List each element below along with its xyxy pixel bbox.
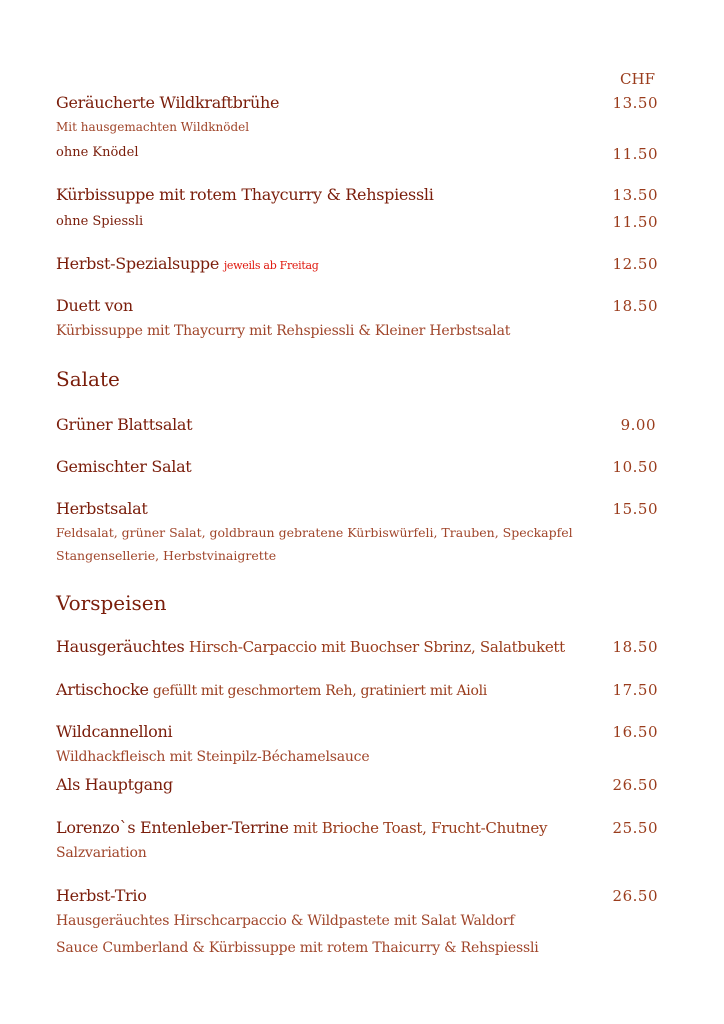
dish-name: Artischocke	[56, 680, 149, 699]
section-heading-salate: Salate	[56, 367, 120, 391]
dish-price: 18.50	[612, 638, 658, 656]
dish-price: 9.00	[620, 416, 656, 434]
dish-name: Herbstsalat	[56, 499, 148, 518]
dish-price: 12.50	[612, 255, 658, 273]
dish-price: 18.50	[612, 297, 658, 315]
dish-description: Mit hausgemachten Wildknödel	[56, 120, 250, 134]
dish-line	[56, 680, 487, 699]
dish-description: Salzvariation	[56, 845, 147, 861]
dish-details: mit Brioche Toast, Frucht-Chutney	[288, 819, 548, 837]
dish-name: Geräucherte Wildkraftbrühe	[56, 93, 280, 112]
dish-price: 13.50	[612, 94, 658, 112]
dish-description: Feldsalat, grüner Salat, goldbraun gebratene Kürbiswürfeli, Trauben, Speckapfel	[56, 525, 573, 540]
dish-price: 13.50	[612, 186, 658, 204]
currency-label: CHF	[620, 70, 655, 88]
dish-name: Herbst-Spezialsuppe	[56, 254, 220, 273]
dish-name-with-note	[56, 254, 318, 273]
dish-name: Hausgeräuchtes	[56, 637, 185, 656]
dish-price: 26.50	[612, 887, 658, 905]
dish-name: Duett von	[56, 296, 133, 315]
dish-line	[56, 637, 565, 656]
dish-name: Grüner Blattsalat	[56, 415, 193, 434]
dish-details: Hirsch-Carpaccio mit Buochser Sbrinz, Salatbukett	[184, 638, 565, 656]
dish-name: Lorenzo`s Entenleber-Terrine	[56, 818, 289, 837]
dish-line	[56, 818, 547, 837]
dish-variant: ohne Knödel	[56, 145, 139, 160]
dish-name: Herbst-Trio	[56, 886, 147, 905]
dish-name: Gemischter Salat	[56, 457, 192, 476]
dish-price: 26.50	[612, 776, 658, 794]
dish-name: Kürbissuppe mit rotem Thaycurry & Rehspiessli	[56, 185, 434, 204]
dish-variant: ohne Spiessli	[56, 214, 144, 229]
dish-price: 11.50	[612, 213, 658, 231]
availability-note: jeweils ab Freitag	[223, 259, 319, 272]
dish-price: 25.50	[612, 819, 658, 837]
dish-description: Hausgeräuchtes Hirschcarpaccio & Wildpastete mit Salat Waldorf	[56, 913, 515, 929]
dish-description: Stangensellerie, Herbstvinaigrette	[56, 548, 277, 563]
dish-price: 17.50	[612, 681, 658, 699]
dish-description: Sauce Cumberland & Kürbissuppe mit rotem Thaicurry & Rehspiessli	[56, 940, 539, 956]
dish-price: 10.50	[612, 458, 658, 476]
section-heading-vorspeisen: Vorspeisen	[56, 591, 167, 615]
dish-price: 16.50	[612, 723, 658, 741]
dish-description: Kürbissuppe mit Thaycurry mit Rehspiessli & Kleiner Herbstsalat	[56, 323, 511, 339]
dish-price: 15.50	[612, 500, 658, 518]
dish-description: Wildhackfleisch mit Steinpilz-Béchamelsauce	[56, 749, 370, 765]
dish-price: 11.50	[612, 145, 658, 163]
dish-details: gefüllt mit geschmortem Reh, gratiniert mit Aioli	[148, 683, 487, 699]
dish-name: Als Hauptgang	[56, 775, 173, 794]
dish-name: Wildcannelloni	[56, 722, 173, 741]
